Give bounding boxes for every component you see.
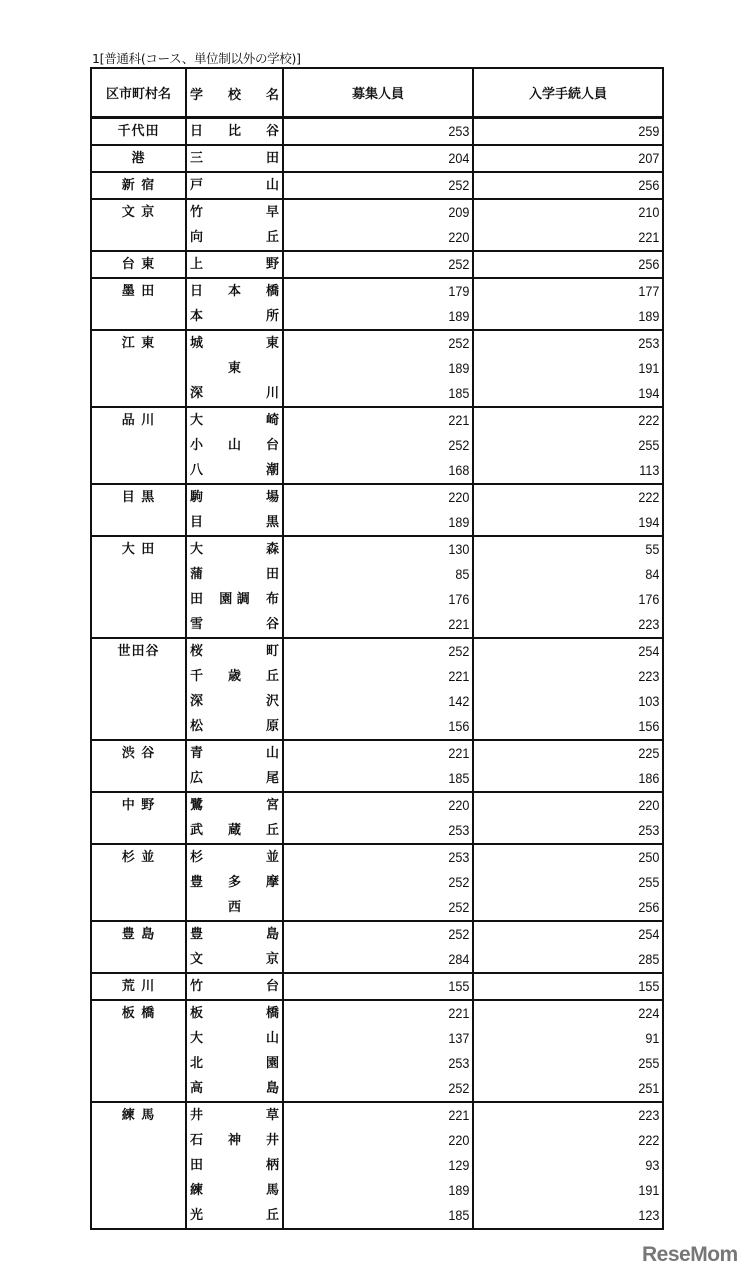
school-name: [186, 792, 283, 818]
school-name-char: 橋: [265, 1006, 279, 1021]
school-name-char: 黒: [265, 515, 279, 530]
enrolled-count: 155: [492, 973, 663, 1000]
table-row: [91, 145, 663, 172]
enrolled-count: 222: [492, 1128, 663, 1153]
enrolled-count: 285: [492, 947, 663, 973]
school-name-char: 台: [265, 979, 279, 994]
school-name: [186, 458, 283, 484]
enrolled-count: 250: [492, 844, 663, 870]
school-name-char: 三: [190, 151, 204, 166]
recruit-count: 252: [302, 433, 473, 458]
school-name-char: 東: [227, 361, 242, 376]
school-name-char: 橋: [265, 284, 279, 299]
school-name-char: 練: [190, 1183, 204, 1198]
recruit-count: 252: [302, 921, 473, 947]
school-name: [186, 304, 283, 330]
school-name: [186, 844, 283, 870]
school-name-char: 沢: [265, 694, 279, 709]
school-name-char: 井: [190, 1108, 204, 1123]
school-name-char: 並: [265, 850, 279, 865]
recruit-count: 85: [302, 562, 473, 587]
school-name-char: 丘: [265, 1208, 279, 1223]
school-name-char: 園: [265, 1056, 279, 1071]
recruit-count: 221: [302, 1000, 473, 1026]
enrolled-count: 221: [492, 225, 663, 251]
header-district: 区市町村名: [91, 68, 186, 118]
header-school: [186, 68, 283, 118]
recruit-count: 156: [302, 714, 473, 740]
recruit-count: 221: [302, 1102, 473, 1128]
school-name-char: 小: [190, 438, 204, 453]
recruit-count: 221: [302, 612, 473, 638]
enrolled-count: 210: [492, 199, 663, 225]
enrolled-count: 207: [492, 145, 663, 172]
table-row: [91, 921, 663, 947]
school-name-char: 上: [190, 257, 204, 272]
recruit-count: 189: [302, 304, 473, 330]
school-name: [186, 407, 283, 433]
recruit-count: 189: [302, 510, 473, 536]
table-row: [91, 740, 663, 766]
school-name-char: 蒲: [190, 567, 204, 582]
school-name-char: 宮: [265, 798, 279, 813]
school-name-char: 竹: [190, 979, 204, 994]
school-name: [186, 612, 283, 638]
district-name: 練 馬: [91, 1102, 186, 1229]
school-name: [186, 251, 283, 278]
table-row: [91, 407, 663, 433]
recruit-count: 142: [302, 689, 473, 714]
table-title: 1[普通科(コース、単位制以外の学校)]: [92, 51, 301, 66]
enrolled-count: 177: [492, 278, 663, 304]
school-name-char: 豊: [190, 927, 204, 942]
school-name-char: 尾: [265, 771, 279, 786]
school-name-char: 川: [265, 386, 279, 401]
recruit-count: 185: [302, 1203, 473, 1229]
school-name-char: 馬: [265, 1183, 279, 1198]
school-name-char: 丘: [265, 823, 279, 838]
recruit-count: 209: [302, 199, 473, 225]
school-name: [186, 1178, 283, 1203]
school-name: [186, 278, 283, 304]
school-name: [186, 1102, 283, 1128]
school-name-char: 町: [265, 644, 279, 659]
school-name: [186, 947, 283, 973]
school-name: [186, 1000, 283, 1026]
recruit-count: 220: [302, 484, 473, 510]
district-name: 品 川: [91, 407, 186, 484]
district-name: 墨 田: [91, 278, 186, 330]
school-name-char: 原: [265, 719, 279, 734]
enrolled-count: 255: [492, 1051, 663, 1076]
enrolled-count: 186: [492, 766, 663, 792]
school-name-char: 蔵: [227, 823, 242, 838]
school-name-char: 谷: [265, 617, 279, 632]
school-name-char: 園 調: [219, 592, 250, 607]
recruit-count: 176: [302, 587, 473, 612]
enrolled-count: 224: [492, 1000, 663, 1026]
school-name: [186, 118, 283, 146]
district-name: 目 黒: [91, 484, 186, 536]
school-name: [186, 356, 283, 381]
school-name: [186, 225, 283, 251]
school-name: [186, 562, 283, 587]
enrolled-count: 255: [492, 433, 663, 458]
school-name-char: 田: [265, 567, 279, 582]
enrolled-count: 222: [492, 407, 663, 433]
enrolled-count: 91: [492, 1026, 663, 1051]
recruit-count: 204: [302, 145, 473, 172]
table-row: [91, 172, 663, 199]
school-name-char: 台: [265, 438, 279, 453]
table-row: [91, 199, 663, 225]
school-name-char: 大: [190, 413, 204, 428]
enrolled-count: 253: [492, 330, 663, 356]
school-name: [186, 921, 283, 947]
recruit-count: 284: [302, 947, 473, 973]
enrolled-count: 189: [492, 304, 663, 330]
enrolled-count: 191: [492, 356, 663, 381]
school-name-char: 場: [265, 490, 279, 505]
recruit-count: 252: [302, 172, 473, 199]
school-name-char: 田: [265, 151, 279, 166]
recruit-count: 252: [302, 251, 473, 278]
table-row: [91, 792, 663, 818]
school-name-char: 八: [190, 463, 204, 478]
recruit-count: 221: [302, 740, 473, 766]
recruit-count: 221: [302, 664, 473, 689]
header-recruit: 募集人員: [283, 68, 473, 118]
recruit-count: 220: [302, 225, 473, 251]
school-name-char: 戸: [190, 178, 204, 193]
enrolled-count: 93: [492, 1153, 663, 1178]
school-name-char: 光: [190, 1208, 204, 1223]
school-name: [186, 766, 283, 792]
school-name-char: 比: [227, 124, 242, 139]
enrolled-count: 255: [492, 870, 663, 895]
enrolled-count: 253: [492, 818, 663, 844]
school-name: [186, 870, 283, 895]
school-name-char: 柄: [265, 1158, 279, 1173]
school-name-char: 松: [190, 719, 204, 734]
enrolled-count: 225: [492, 740, 663, 766]
recruit-count: 252: [302, 1076, 473, 1102]
recruit-count: 253: [302, 818, 473, 844]
school-name-char: 文: [190, 952, 204, 967]
district-name: 港: [91, 145, 186, 172]
school-name: [186, 381, 283, 407]
school-name-char: 布: [265, 592, 279, 607]
school-name-char: 田: [190, 1158, 204, 1173]
school-name-char: 桜: [190, 644, 204, 659]
enrolled-count: 123: [492, 1203, 663, 1229]
school-name-char: 石: [190, 1133, 204, 1148]
table-body: [91, 118, 663, 1230]
school-name-char: 神: [227, 1133, 242, 1148]
recruit-count: 253: [302, 118, 473, 146]
school-name-char: 深: [190, 694, 204, 709]
table-row: [91, 278, 663, 304]
district-name: 中 野: [91, 792, 186, 844]
school-name-char: 田: [190, 592, 204, 607]
school-name: [186, 1203, 283, 1229]
enrolled-count: 84: [492, 562, 663, 587]
district-name: 荒 川: [91, 973, 186, 1000]
enrolled-count: 191: [492, 1178, 663, 1203]
school-name: [186, 1153, 283, 1178]
enrolled-count: 223: [492, 612, 663, 638]
school-name-char: 深: [190, 386, 204, 401]
district-name: 世田谷: [91, 638, 186, 740]
recruit-count: 185: [302, 381, 473, 407]
school-name: [186, 973, 283, 1000]
school-name-char: 井: [265, 1133, 279, 1148]
school-name: [186, 199, 283, 225]
school-name-char: 山: [265, 1031, 279, 1046]
school-name-char: 東: [265, 336, 279, 351]
school-name-char: 京: [265, 952, 279, 967]
school-name: [186, 1026, 283, 1051]
recruit-count: 155: [302, 973, 473, 1000]
header-school-char: 名: [265, 88, 279, 103]
table-row: [91, 118, 663, 146]
district-name: 文 京: [91, 199, 186, 251]
header-enrolled: 入学手続人員: [473, 68, 663, 118]
school-name-char: 森: [265, 542, 279, 557]
school-name-char: 歳: [227, 669, 242, 684]
district-name: 新 宿: [91, 172, 186, 199]
school-name-char: 山: [265, 746, 279, 761]
enrolled-count: 194: [492, 381, 663, 407]
district-name: 板 橋: [91, 1000, 186, 1102]
school-name-char: 多: [227, 875, 242, 890]
school-name-char: 板: [190, 1006, 204, 1021]
recruit-count: 189: [302, 356, 473, 381]
school-name: [186, 638, 283, 664]
enrolled-count: 220: [492, 792, 663, 818]
enrolled-count: 194: [492, 510, 663, 536]
school-name: [186, 664, 283, 689]
enrolled-count: 223: [492, 664, 663, 689]
school-name-char: 広: [190, 771, 204, 786]
school-name-char: 日: [190, 284, 204, 299]
school-name-char: 早: [265, 205, 279, 220]
school-name: [186, 714, 283, 740]
school-name: [186, 895, 283, 921]
table-row: [91, 1102, 663, 1128]
school-name-char: 丘: [265, 230, 279, 245]
recruit-count: 252: [302, 638, 473, 664]
recruit-count: 189: [302, 1178, 473, 1203]
recruit-count: 185: [302, 766, 473, 792]
enrolled-count: 259: [492, 118, 663, 146]
recruit-count: 252: [302, 330, 473, 356]
enrolled-count: 256: [492, 251, 663, 278]
school-name-char: 大: [190, 1031, 204, 1046]
school-name-char: 島: [265, 927, 279, 942]
school-name-char: 野: [265, 257, 279, 272]
district-name: 渋 谷: [91, 740, 186, 792]
school-name-char: 駒: [190, 490, 204, 505]
header-school-char: 校: [227, 88, 242, 103]
district-name: 豊 島: [91, 921, 186, 973]
school-name-char: 本: [190, 309, 204, 324]
district-name: 千代田: [91, 118, 186, 146]
school-name-char: 潮: [265, 463, 279, 478]
header-school-char: 学: [190, 88, 204, 103]
school-name: [186, 587, 283, 612]
school-name: [186, 484, 283, 510]
enrolled-count: 254: [492, 921, 663, 947]
school-name-char: 山: [265, 178, 279, 193]
district-name: 江 東: [91, 330, 186, 407]
enrolled-count: 156: [492, 714, 663, 740]
resemom-logo: ReseMom: [642, 1243, 738, 1266]
recruit-count: 179: [302, 278, 473, 304]
school-name-char: 摩: [265, 875, 279, 890]
school-name-char: 大: [190, 542, 204, 557]
school-name-char: 丘: [265, 669, 279, 684]
school-name: [186, 1076, 283, 1102]
recruit-count: 252: [302, 870, 473, 895]
school-name-char: 千: [190, 669, 204, 684]
school-name-char: 竹: [190, 205, 204, 220]
table-row: [91, 330, 663, 356]
school-name: [186, 510, 283, 536]
enrolled-count: 176: [492, 587, 663, 612]
recruit-count: 137: [302, 1026, 473, 1051]
school-name: [186, 818, 283, 844]
enrolled-count: 103: [492, 689, 663, 714]
school-name: [186, 172, 283, 199]
school-name: [186, 433, 283, 458]
school-name-char: 山: [227, 438, 242, 453]
school-name: [186, 1128, 283, 1153]
header-row: [91, 68, 663, 118]
school-name-char: 西: [227, 900, 242, 915]
recruit-count: 253: [302, 844, 473, 870]
table-row: [91, 973, 663, 1000]
enrolled-count: 113: [492, 458, 663, 484]
school-name: [186, 330, 283, 356]
school-name: [186, 689, 283, 714]
school-name-char: 崎: [265, 413, 279, 428]
school-name-char: 本: [227, 284, 242, 299]
district-name: 杉 並: [91, 844, 186, 921]
school-name-char: 豊: [190, 875, 204, 890]
school-name-char: 武: [190, 823, 204, 838]
school-name-char: 目: [190, 515, 204, 530]
recruit-count: 168: [302, 458, 473, 484]
recruit-count: 220: [302, 792, 473, 818]
school-name: [186, 1051, 283, 1076]
district-name: 台 東: [91, 251, 186, 278]
recruit-count: 252: [302, 895, 473, 921]
recruit-count: 221: [302, 407, 473, 433]
school-name-char: 鷺: [190, 798, 204, 813]
enrolled-count: 222: [492, 484, 663, 510]
school-name-char: 城: [190, 336, 204, 351]
school-name-char: 青: [190, 746, 204, 761]
recruit-count: 130: [302, 536, 473, 562]
school-name-char: 北: [190, 1056, 204, 1071]
school-name-char: 島: [265, 1081, 279, 1096]
recruit-count: 129: [302, 1153, 473, 1178]
table-row: [91, 536, 663, 562]
school-name: [186, 740, 283, 766]
recruit-count: 253: [302, 1051, 473, 1076]
table-row: [91, 251, 663, 278]
district-name: 大 田: [91, 536, 186, 638]
school-name-char: 草: [265, 1108, 279, 1123]
enrolled-count: 254: [492, 638, 663, 664]
enrolled-count: 55: [492, 536, 663, 562]
enrolled-count: 256: [492, 895, 663, 921]
school-name-char: 高: [190, 1081, 204, 1096]
school-name-char: 所: [265, 309, 279, 324]
enrolled-count: 223: [492, 1102, 663, 1128]
school-name-char: 日: [190, 124, 204, 139]
school-name-char: 向: [190, 230, 204, 245]
school-name-char: 谷: [265, 124, 279, 139]
table-row: [91, 484, 663, 510]
school-name-char: 雪: [190, 617, 204, 632]
school-name: [186, 145, 283, 172]
admission-table: [90, 67, 664, 1230]
enrolled-count: 251: [492, 1076, 663, 1102]
table-row: [91, 1000, 663, 1026]
recruit-count: 220: [302, 1128, 473, 1153]
table-row: [91, 844, 663, 870]
table-row: [91, 638, 663, 664]
school-name: [186, 536, 283, 562]
school-name-char: 杉: [190, 850, 204, 865]
enrolled-count: 256: [492, 172, 663, 199]
